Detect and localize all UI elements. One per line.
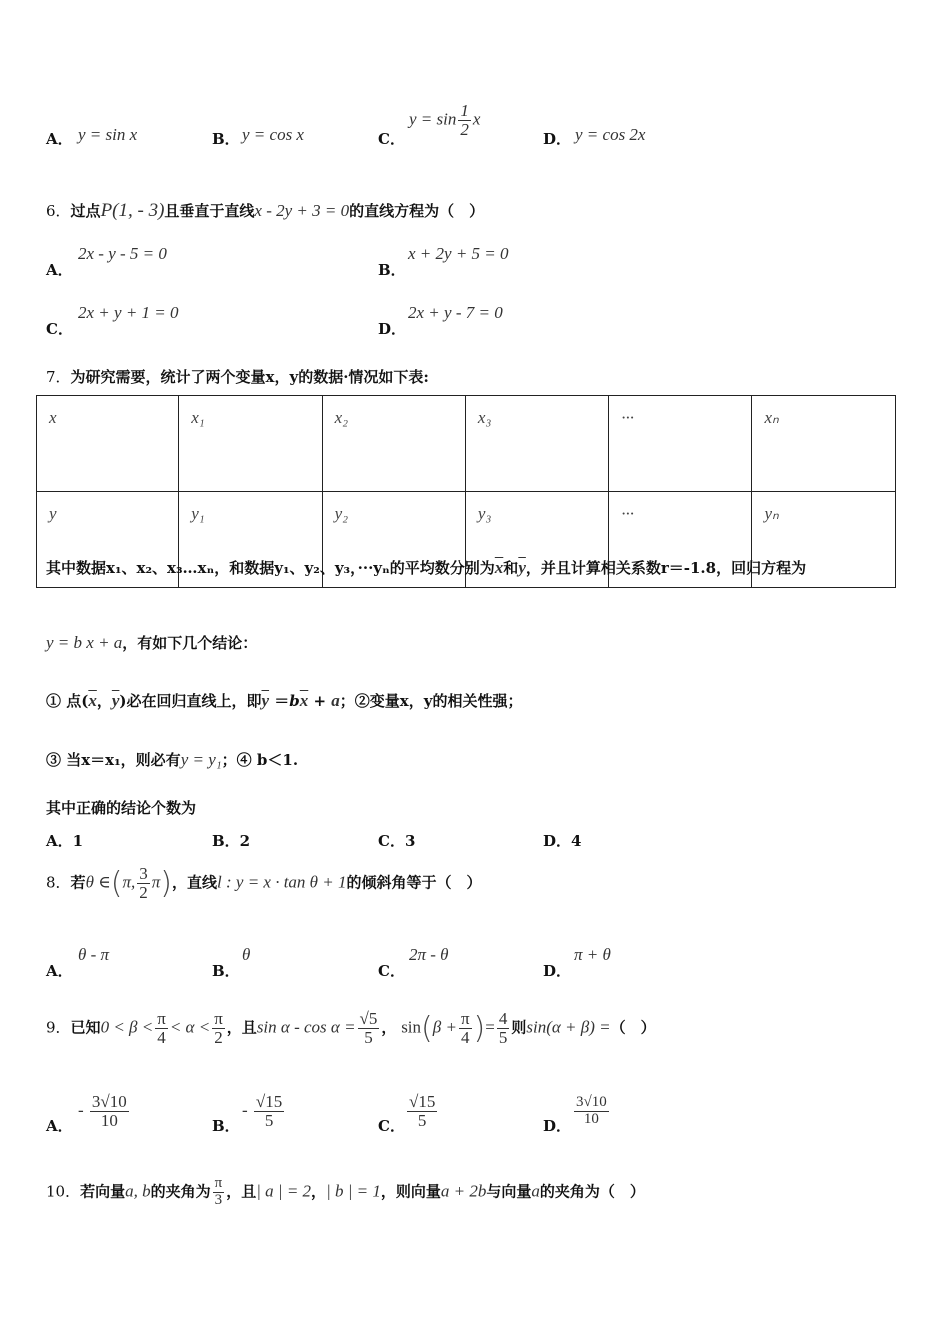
q7-conclusion-1-2: ① 点($\overline{x}$，$\overline{y}$)必在回归直线上，即$\overline{y} =b\overline{x} + a$；②变量x，y的相关性强； [46,691,523,710]
q5-option-d-math: y = cos 2x [575,125,646,144]
q9-option-b-math: - $\frac{√15}{5}$ [242,1092,283,1130]
q8-option-d-label: D． [543,962,572,980]
q9-option-c-math: $\frac{√15}{5}$ [409,1092,436,1130]
q8-option-b-label: B． [212,962,240,980]
q7-option-b: B．2 [212,832,251,850]
q6-stem: 6．过点P(1, - 3)且垂直于直线x - 2y + 3 = 0的直线方程为（ ） [46,200,485,221]
q6-option-d-label: D． [378,320,407,338]
q10-stem: 10．若向量a, b的夹角为 $\frac{\pi}{3}$ ，且| a | = 2，| b | = 1，则向量a + 2b与向量a的夹角为（ ） [46,1175,645,1208]
q8-option-c-label: C． [378,962,405,980]
table-cell: yₙ [752,492,896,588]
q9-option-a-label: A． [46,1117,73,1135]
q5-option-b-label: B． [212,130,240,148]
table-cell: y₁ [179,492,322,588]
q8-option-a-label: A． [46,962,73,980]
q9-option-d-math: $\frac{3√10}{10}$ [576,1094,607,1127]
q7-option-c: C．3 [378,832,416,850]
q9-stem: 9．已知0 < β < $\frac{\pi}{4}$ < α < $\frac{\pi}{2}$ ，且sin α - cos α = $\frac{√5}{5}$ ， sin(β + $\frac{\pi}{4}$ )= $\frac{4}{5}$ 则sin(α + β) =（ ） [46,1009,656,1047]
table-cell: x₁ [179,396,322,492]
table-cell: x [37,396,179,492]
q8-option-d-math: π + θ [574,945,611,964]
q7-option-a: A．1 [46,832,84,850]
q5-option-a-math: y = sin x [78,125,138,144]
q6-option-a-math: 2x - y - 5 = 0 [78,244,167,263]
table-cell: x₂ [322,396,465,492]
q8-option-a-math: θ - π [78,945,110,964]
q9-option-a-math: - $\frac{3√10}{10}$ [78,1092,127,1130]
q8-stem: 8．若θ ∈(π, $\frac{3}{2}$ π)，直线l : y = x · tan θ + 1的倾斜角等于（ ） [46,864,482,902]
table-cell: xₙ [752,396,896,492]
q5-option-a-label: A． [46,130,73,148]
table-cell: ··· [609,492,752,588]
q5-option-b-math: y = cos x [242,125,304,144]
q6-option-c-label: C． [46,320,73,338]
q9-option-b-label: B． [212,1117,240,1135]
q9-option-c-label: C． [378,1117,405,1135]
q8-option-c-math: 2π - θ [409,945,449,964]
q6-option-c-math: 2x + y + 1 = 0 [78,303,179,322]
q6-option-b-label: B． [378,261,406,279]
q5-option-c-math: y = sin $\frac{1}{2}$ x [409,101,481,139]
table-cell: ··· [609,396,752,492]
q6-option-d-math: 2x + y - 7 = 0 [408,303,503,322]
table-cell: y₂ [322,492,465,588]
q6-option-b-math: x + 2y + 5 = 0 [408,244,509,263]
q8-option-b-math: θ [242,945,251,964]
table-cell: x₃ [465,396,608,492]
q7-question: 其中正确的结论个数为 [46,799,197,817]
q5-option-c-label: C． [378,130,405,148]
q7-conclusion-3-4: ③ 当x＝x₁，则必有y = y₁；④ b＜1. [46,750,299,769]
q7-option-d: D．4 [543,832,582,850]
q7-regression-line: y = b x + a，有如下几个结论： [46,633,258,652]
table-row [37,396,896,492]
q7-paragraph-means: 其中数据x₁、x₂、x₃…xₙ，和数据y₁、y₂、y₃，···yₙ的平均数分别为$\overline{x}$和$\overline{y}$，并且计算相关系数r＝-1.8，回归方程为 [46,558,807,577]
q9-option-d-label: D． [543,1117,572,1135]
q7-stem: 7．为研究需要，统计了两个变量x，y的数据·情况如下表: [46,368,429,386]
table-cell: y [37,492,179,588]
table-cell: y₃ [465,492,608,588]
q5-option-d-label: D． [543,130,572,148]
q6-option-a-label: A． [46,261,73,279]
